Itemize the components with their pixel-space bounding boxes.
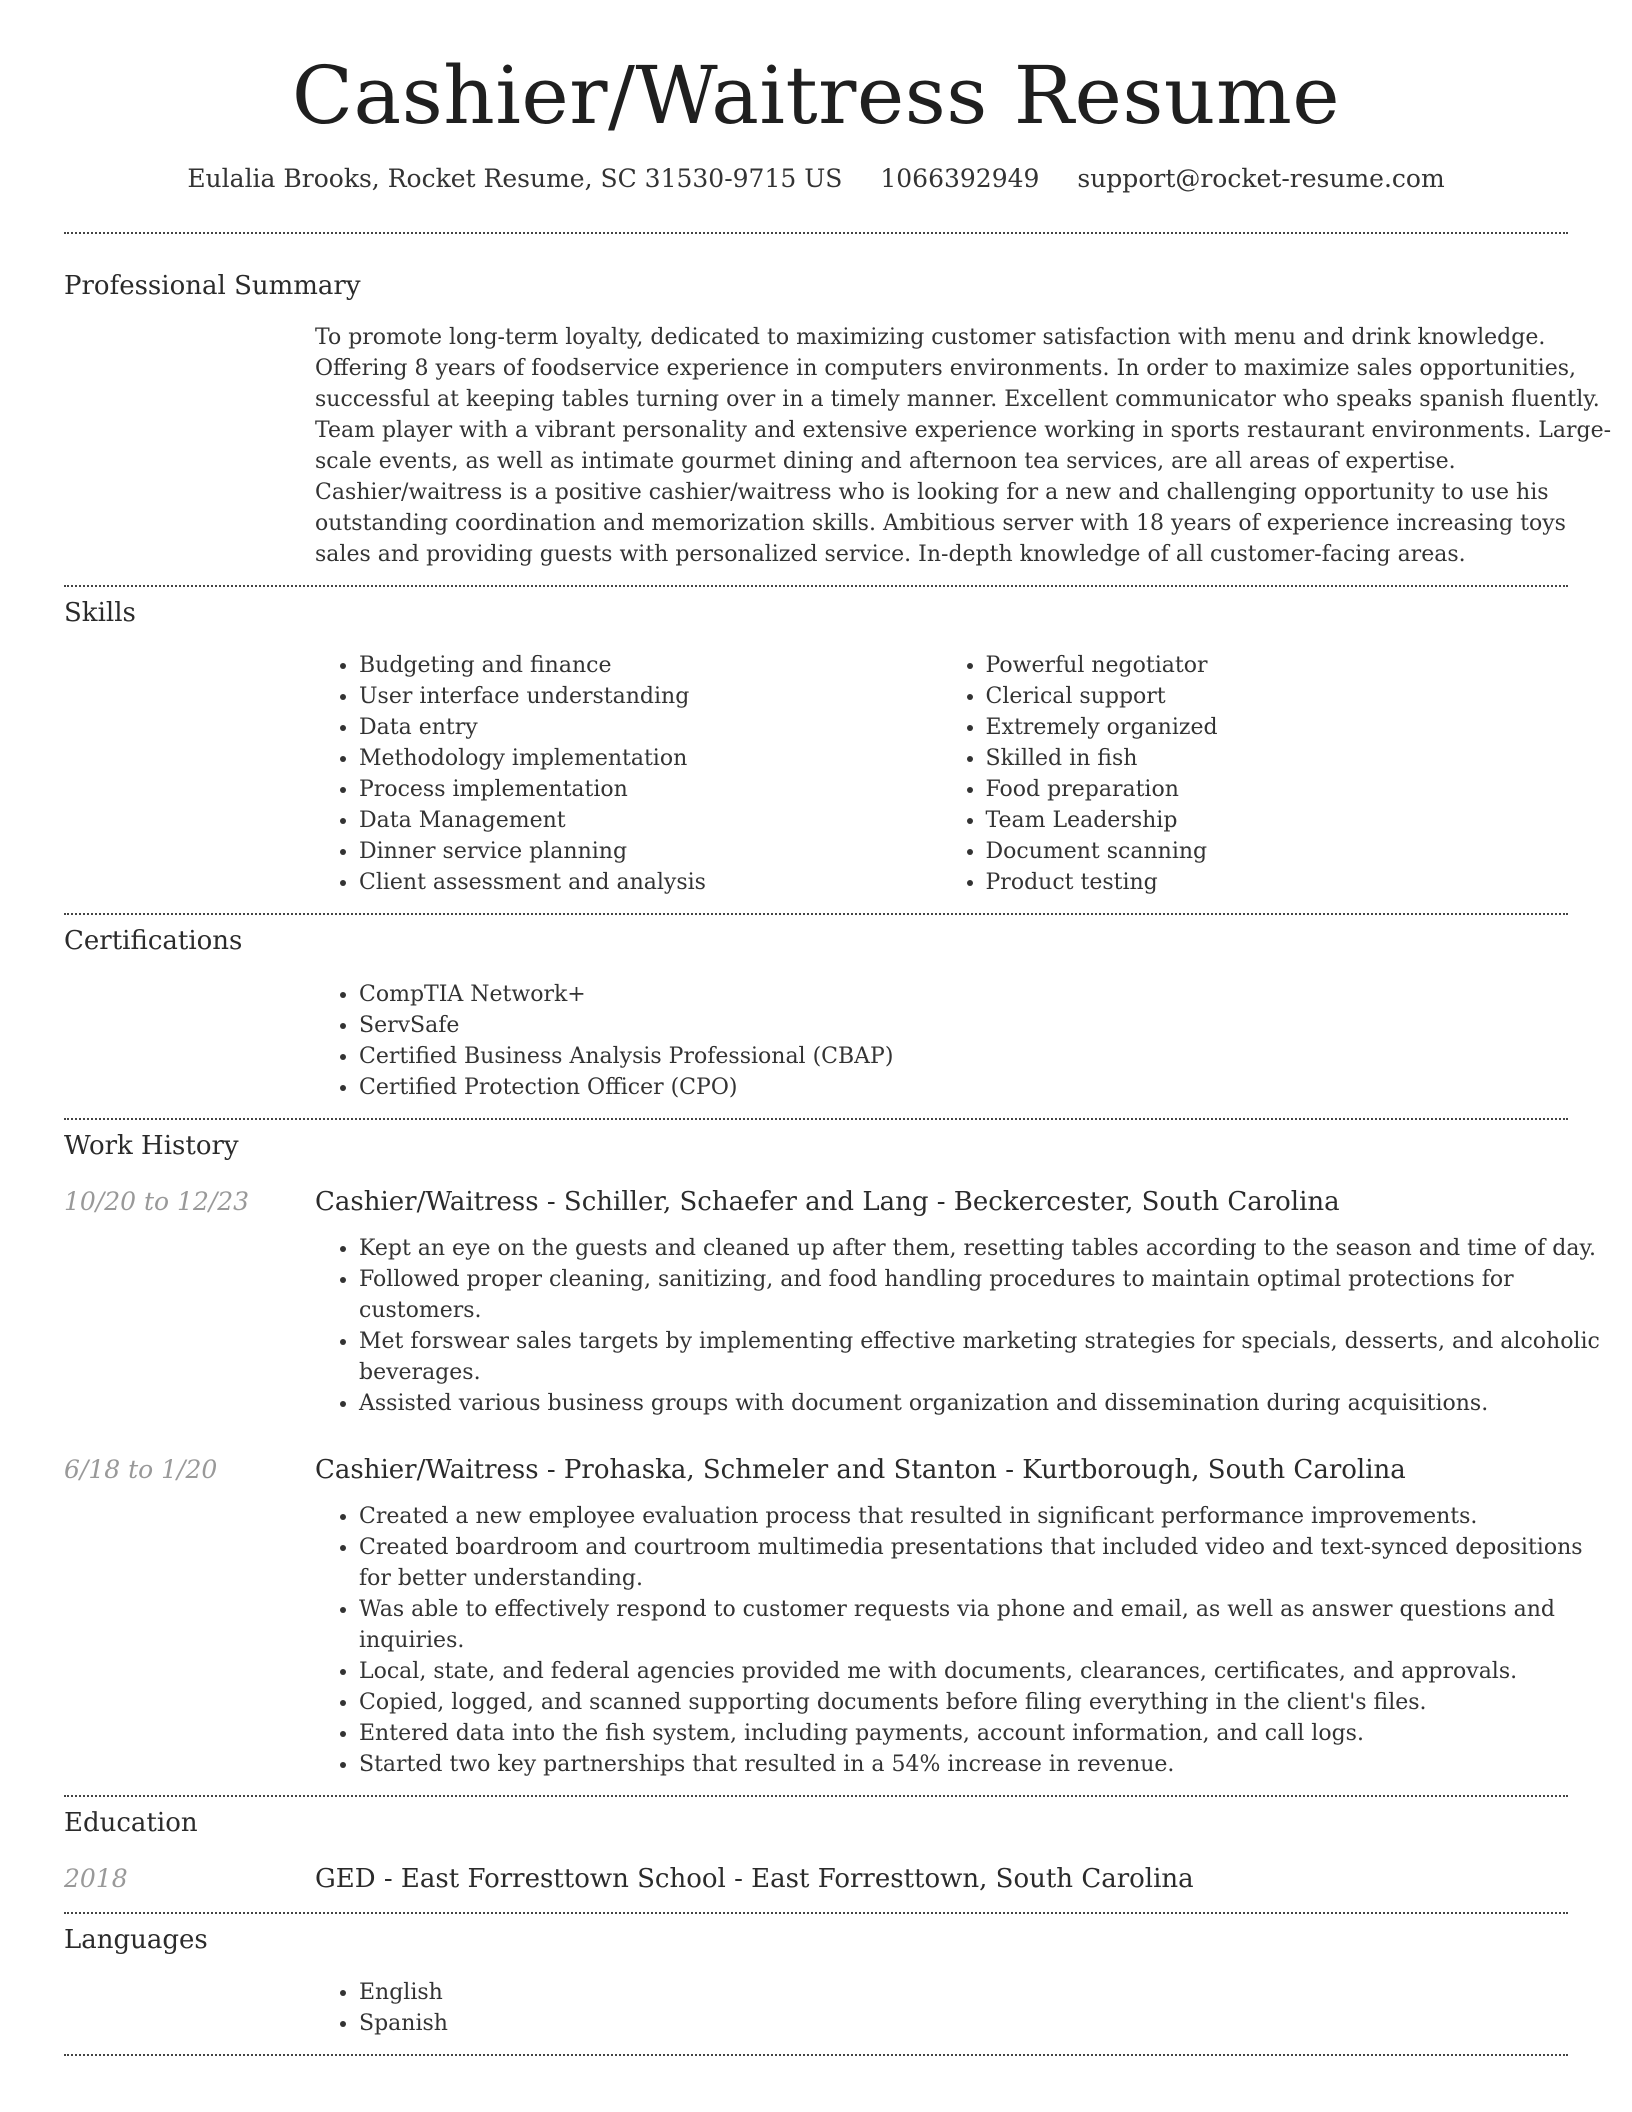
job-bullet: • Was able to effectively respond to customer requests via phone and email, as well as answer questions and inquiries. <box>359 1594 1609 1656</box>
skill-item: • Team Leadership <box>986 805 1569 836</box>
work-history-heading: Work History <box>64 1130 239 1161</box>
education-section <box>64 1797 1568 1911</box>
certification-item: • ServSafe <box>359 1010 1568 1041</box>
languages-list <box>315 1977 1568 2039</box>
skill-item: • Client assessment and analysis <box>359 867 942 898</box>
contact-email: support@rocket-resume.com <box>1077 164 1445 193</box>
skills-section <box>64 587 1568 913</box>
certifications-heading: Certifications <box>64 926 243 957</box>
languages-heading: Languages <box>64 1924 208 1955</box>
skill-item: • Budgeting and finance <box>359 650 942 681</box>
skill-item: • Skilled in fish <box>986 743 1569 774</box>
skill-item: • User interface understanding <box>359 681 942 712</box>
skill-item: • Process implementation <box>359 774 942 805</box>
job-bullet: • Created boardroom and courtroom multimedia presentations that included video and text-synced depositions for better understanding. <box>359 1532 1609 1594</box>
job-bullet: • Kept an eye on the guests and cleaned up after them, resetting tables according to the season and time of day. <box>359 1233 1609 1264</box>
skill-item: • Data Management <box>359 805 942 836</box>
job-details <box>315 1454 1583 1780</box>
skills-list-right <box>942 650 1569 898</box>
job-dates: 10/20 to 12/23 <box>64 1186 250 1216</box>
work-history-section <box>64 1120 1600 1796</box>
skill-item: • Clerical support <box>986 681 1569 712</box>
job-entry <box>64 1454 1583 1795</box>
job-bullets <box>315 1233 1609 1419</box>
skill-item: • Powerful negotiator <box>986 650 1569 681</box>
job-title: Cashier/Waitress - Prohaska, Schmeler and Stanton - Kurtborough, South Carolina <box>315 1454 1406 1485</box>
contact-phone: 1066392949 <box>880 164 1040 193</box>
summary-heading: Professional Summary <box>64 271 361 301</box>
language-item: • Spanish <box>359 2008 1568 2039</box>
job-bullet: • Created a new employee evaluation process that resulted in significant performance improvements. <box>359 1501 1609 1532</box>
contact-address: Eulalia Brooks, Rocket Resume, SC 31530-9715 US <box>187 164 843 193</box>
education-year: 2018 <box>64 1864 128 1894</box>
skill-item: • Methodology implementation <box>359 743 942 774</box>
education-entry <box>64 1864 1568 1911</box>
job-bullet: • Local, state, and federal agencies provided me with documents, clearances, certificates, and approvals. <box>359 1656 1609 1687</box>
job-bullet: • Started two key partnerships that resulted in a 54% increase in revenue. <box>359 1749 1609 1780</box>
certifications-list <box>315 979 1568 1103</box>
certification-item: • Certified Protection Officer (CPO) <box>359 1072 1568 1103</box>
skill-item: • Extremely organized <box>986 712 1569 743</box>
skills-columns <box>315 650 1568 913</box>
job-bullet: • Copied, logged, and scanned supporting documents before filing everything in the client's files. <box>359 1687 1609 1718</box>
languages-section <box>64 1914 1568 2054</box>
certifications-body <box>315 979 1568 1118</box>
resume-title: Cashier/Waitress Resume <box>291 49 1341 142</box>
education-title: GED - East Forresttown School - East Forresttown, South Carolina <box>315 1864 1194 1895</box>
summary-text: To promote long-term loyalty, dedicated to maximizing customer satisfaction with menu and drink knowledge. Offering 8 years of foodservice experience in computers environments. In order to maximize sales opportunities, successful at keeping tables turning over in a timely manner. Excellent communicator who speaks spanish fluently. Team player with a vibrant personality and extensive experience working in sports restaurant environments. Large-scale events, as well as intimate gourmet dining and afternoon tea services, are all areas of expertise. Cashier/waitress is a positive cashier/waitress who is looking for a new and challenging opportunity to use his outstanding coordination and memorization skills. Ambitious server with 18 years of experience increasing toys sales and providing guests with personalized service. In-depth knowledge of all customer-facing areas. <box>315 325 1612 568</box>
job-bullet: • Entered data into the fish system, including payments, account information, and call logs. <box>359 1718 1609 1749</box>
summary-section <box>64 234 1612 585</box>
certifications-section <box>64 915 1568 1117</box>
contact-line <box>64 164 1568 194</box>
languages-body <box>315 1977 1568 2054</box>
certification-item: • CompTIA Network+ <box>359 979 1568 1010</box>
skills-list-left <box>315 650 942 898</box>
skills-heading: Skills <box>64 598 136 629</box>
certification-item: • Certified Business Analysis Professional (CBAP) <box>359 1041 1568 1072</box>
skill-item: • Product testing <box>986 867 1569 898</box>
language-item: • English <box>359 1977 1568 2008</box>
education-heading: Education <box>64 1808 198 1839</box>
skill-item: • Document scanning <box>986 836 1569 867</box>
skill-item: • Dinner service planning <box>359 836 942 867</box>
skill-item: • Food preparation <box>986 774 1569 805</box>
job-bullets <box>315 1501 1609 1780</box>
section-divider <box>64 2054 1568 2056</box>
job-bullet: • Met forswear sales targets by implementing effective marketing strategies for specials, desserts, and alcoholic beverages. <box>359 1326 1609 1388</box>
job-details <box>315 1186 1600 1419</box>
job-bullet: • Followed proper cleaning, sanitizing, and food handling procedures to maintain optimal protections for customers. <box>359 1264 1609 1326</box>
job-bullet: • Assisted various business groups with document organization and dissemination during acquisitions. <box>359 1388 1609 1419</box>
job-dates: 6/18 to 1/20 <box>64 1454 218 1484</box>
job-title: Cashier/Waitress - Schiller, Schaefer and Lang - Beckercester, South Carolina <box>315 1186 1340 1217</box>
job-entry <box>64 1186 1600 1419</box>
skill-item: • Data entry <box>359 712 942 743</box>
